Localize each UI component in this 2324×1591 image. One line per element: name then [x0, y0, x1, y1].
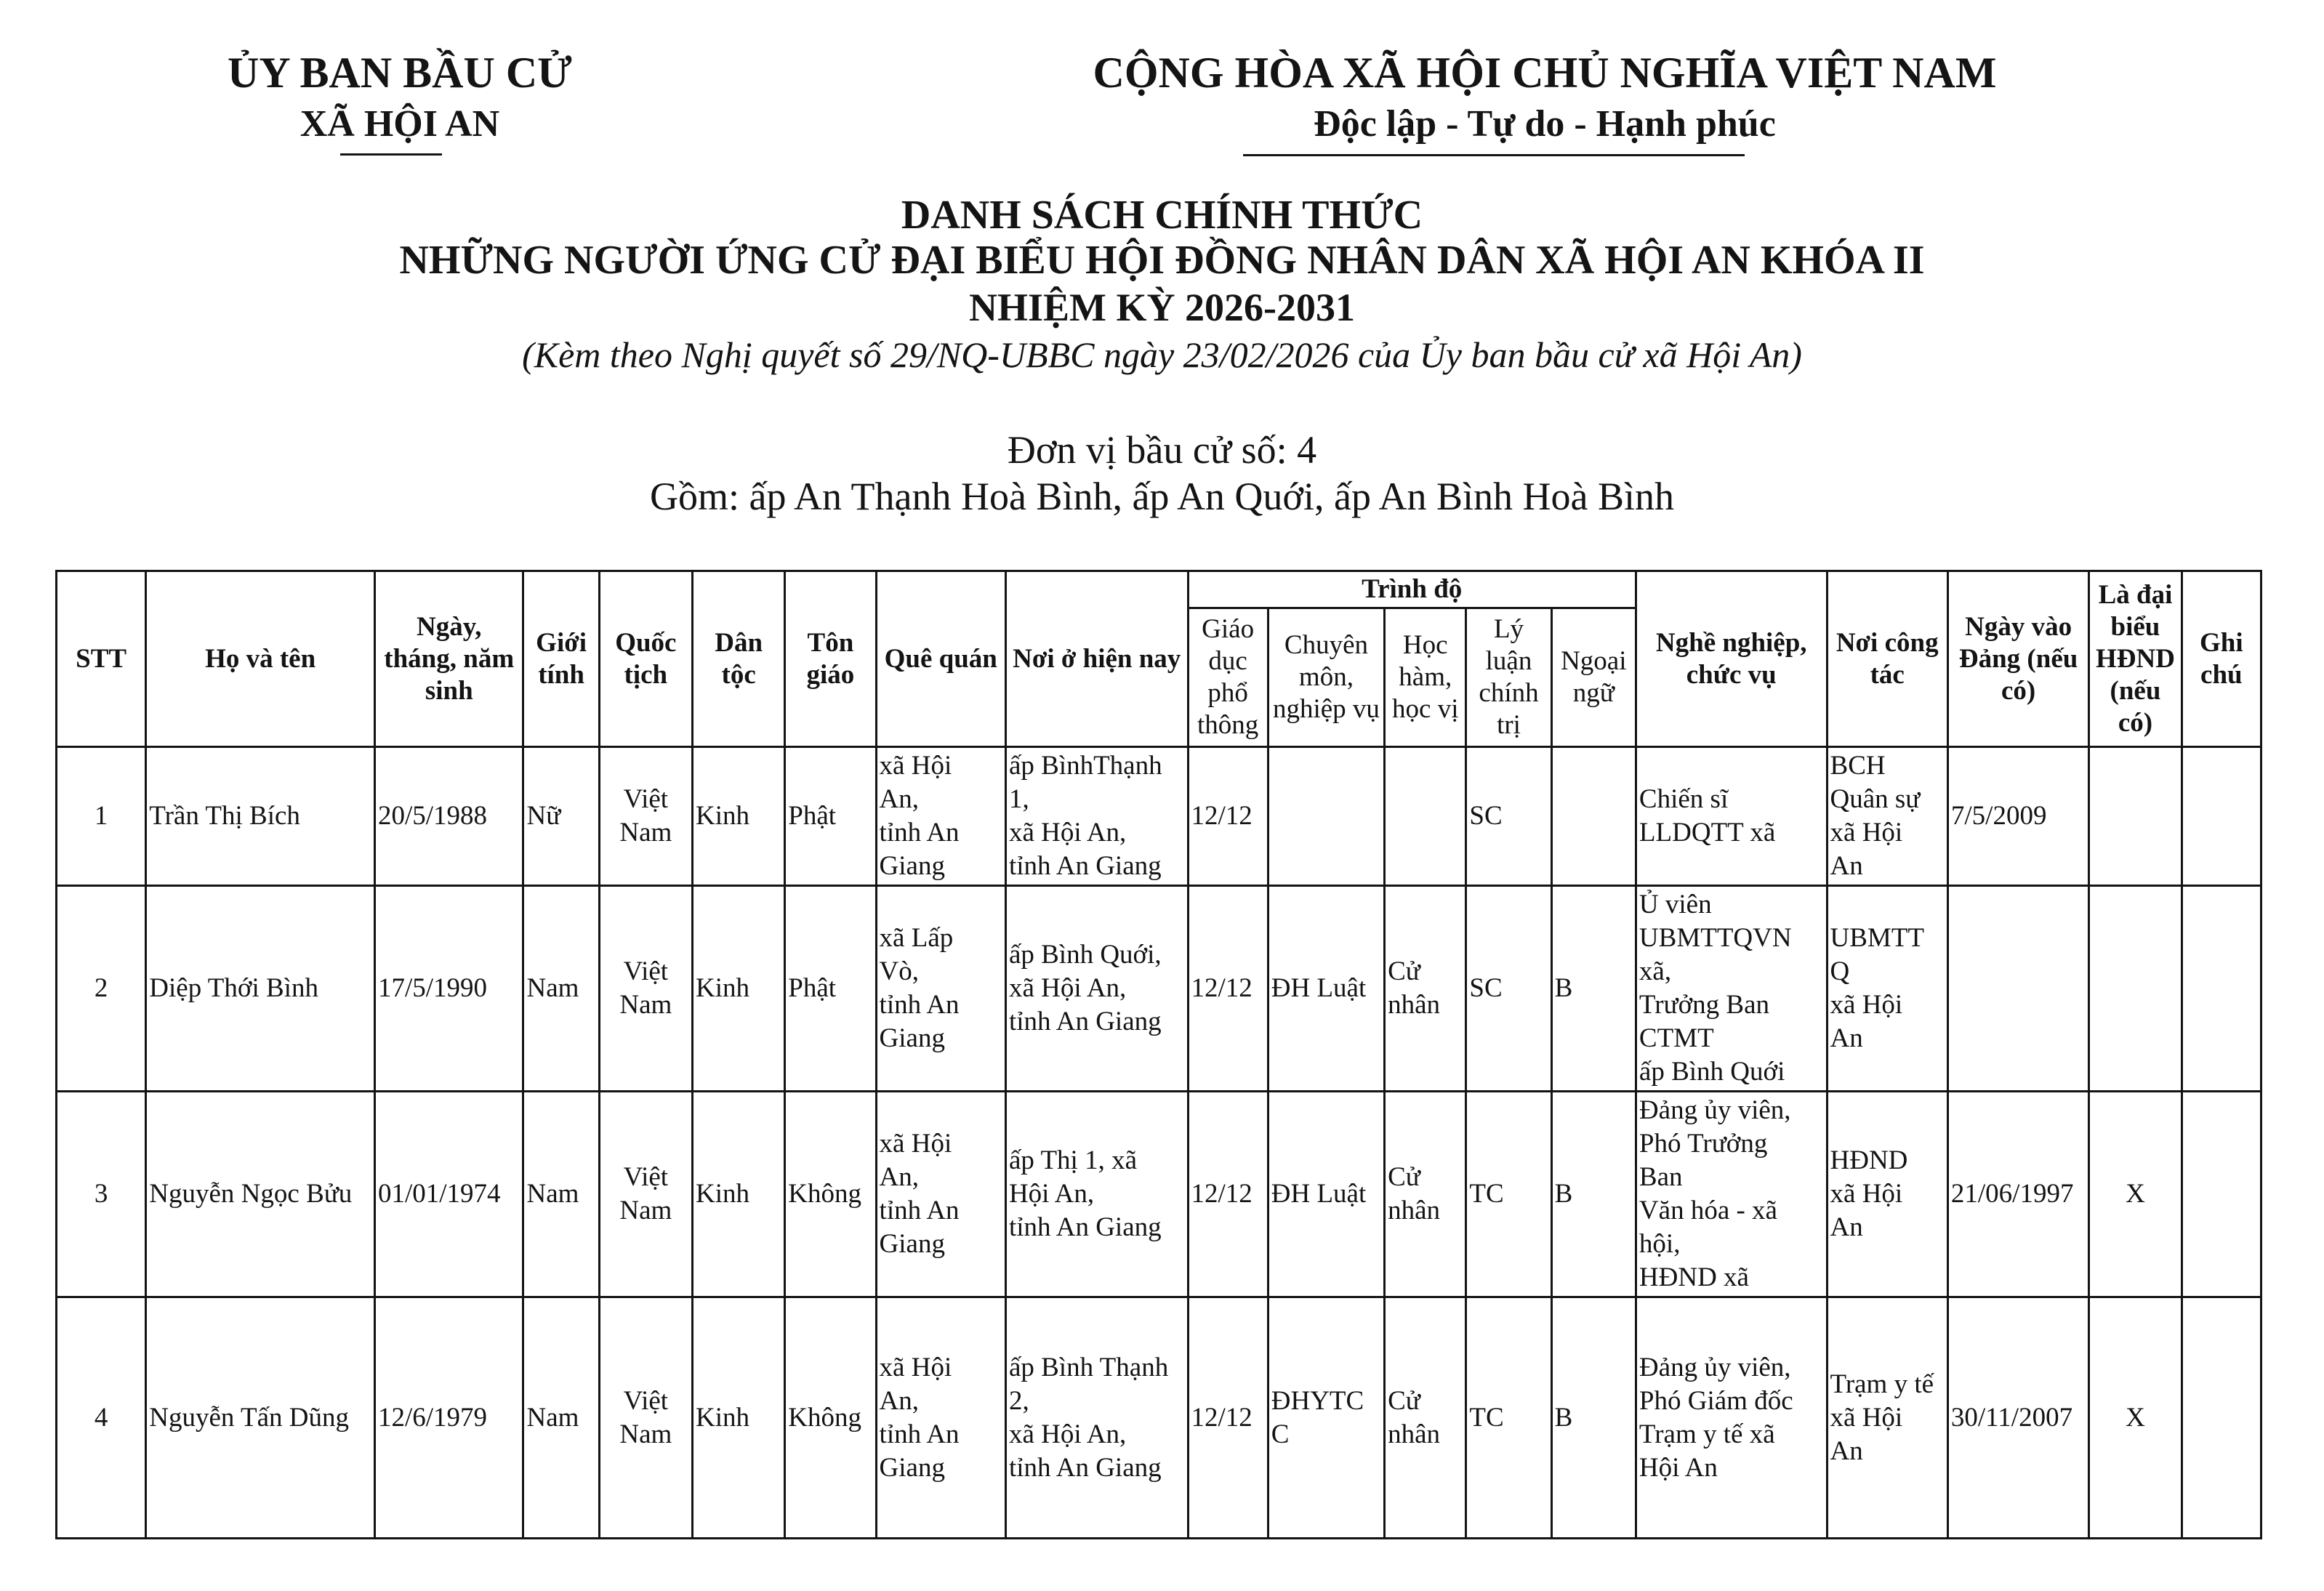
cell-nationality: Việt Nam [599, 1297, 692, 1539]
cell-residence: ấp BìnhThạnh 1, xã Hội An, tỉnh An Giang [1005, 747, 1188, 886]
national-heading [1018, 47, 2072, 150]
cell-occupation: Chiến sĩ LLDQTT xã [1636, 747, 1827, 886]
electoral-unit: Đơn vị bầu cử số: 4 [1007, 428, 1317, 472]
cell-specialty: ĐHYTC C [1268, 1297, 1384, 1539]
national-name: CỘNG HÒA XÃ HỘI CHỦ NGHĨA VIỆT NAM [1093, 49, 1997, 97]
cell-stt: 3 [57, 1092, 146, 1297]
cell-occupation: Ủ viên UBMTTQVN xã, Trưởng Ban CTMT ấp Bình Quới [1636, 886, 1827, 1092]
cell-religion: Phật [785, 886, 876, 1092]
cell-general-edu: 12/12 [1188, 1297, 1268, 1539]
col-residence: Nơi ở hiện nay [1005, 571, 1188, 747]
col-general-edu: Giáo dục phổ thông [1188, 608, 1268, 747]
cell-workplace: BCH Quân sự xã Hội An [1827, 747, 1947, 886]
cell-workplace: HĐND xã Hội An [1827, 1092, 1947, 1297]
cell-name: Nguyễn Ngọc Bửu [146, 1092, 375, 1297]
col-ethnicity: Dân tộc [692, 571, 784, 747]
cell-party-date: 7/5/2009 [1947, 747, 2088, 886]
cell-name: Trần Thị Bích [146, 747, 375, 886]
cell-dob: 01/01/1974 [375, 1092, 523, 1297]
cell-is-delegate [2089, 886, 2182, 1092]
issuer-block [174, 47, 625, 150]
cell-gender: Nam [523, 886, 599, 1092]
cell-name: Nguyễn Tấn Dũng [146, 1297, 375, 1539]
cell-gender: Nam [523, 1092, 599, 1297]
motto-underline [1243, 154, 1745, 156]
cell-degree: Cử nhân [1385, 1092, 1466, 1297]
col-note: Ghi chú [2182, 571, 2261, 747]
cell-degree: Cử nhân [1385, 886, 1466, 1092]
cell-occupation: Đảng ủy viên, Phó Trưởng Ban Văn hóa - xã hội, HĐND xã [1636, 1092, 1827, 1297]
cell-note [2182, 1297, 2261, 1539]
col-gender: Giới tính [523, 571, 599, 747]
cell-hometown: xã Hội An, tỉnh An Giang [876, 1297, 1005, 1539]
cell-religion: Không [785, 1297, 876, 1539]
cell-gender: Nam [523, 1297, 599, 1539]
col-occupation: Nghề nghiệp, chức vụ [1636, 571, 1827, 747]
document-reference: (Kèm theo Nghị quyết số 29/NQ-UBBC ngày 23/02/2026 của Ủy ban bầu cử xã Hội An) [522, 334, 1802, 375]
col-hometown: Quê quán [876, 571, 1005, 747]
col-name: Họ và tên [146, 571, 375, 747]
cell-language: B [1551, 886, 1636, 1092]
col-party-date: Ngày vào Đảng (nếu có) [1947, 571, 2088, 747]
col-education-group: Trình độ [1188, 571, 1636, 608]
cell-is-delegate: X [2089, 1092, 2182, 1297]
cell-nationality: Việt Nam [599, 747, 692, 886]
cell-political: SC [1466, 886, 1551, 1092]
col-is-delegate: Là đại biểu HĐND (nếu có) [2089, 571, 2182, 747]
cell-name: Diệp Thới Bình [146, 886, 375, 1092]
document-title: DANH SÁCH CHÍNH THỨC [901, 193, 1423, 238]
cell-political: SC [1466, 747, 1551, 886]
cell-stt: 2 [57, 886, 146, 1092]
cell-residence: ấp Bình Thạnh 2, xã Hội An, tỉnh An Giang [1005, 1297, 1188, 1539]
cell-stt: 4 [57, 1297, 146, 1539]
issuer-underline [340, 153, 442, 156]
cell-workplace: Trạm y tế xã Hội An [1827, 1297, 1947, 1539]
cell-language: B [1551, 1297, 1636, 1539]
table-row [57, 1092, 2261, 1297]
col-language: Ngoại ngữ [1551, 608, 1636, 747]
cell-occupation: Đảng ủy viên, Phó Giám đốc Trạm y tế xã Hội An [1636, 1297, 1827, 1539]
cell-language [1551, 747, 1636, 886]
cell-religion: Phật [785, 747, 876, 886]
cell-degree [1385, 747, 1466, 886]
cell-dob: 20/5/1988 [375, 747, 523, 886]
cell-nationality: Việt Nam [599, 886, 692, 1092]
col-stt: STT [57, 571, 146, 747]
issuer-name: ỦY BAN BẦU CỬ [228, 49, 572, 97]
cell-hometown: xã Hội An, tỉnh An Giang [876, 747, 1005, 886]
col-nationality: Quốc tịch [599, 571, 692, 747]
table-row [57, 747, 2261, 886]
cell-workplace: UBMTT Q xã Hội An [1827, 886, 1947, 1092]
cell-party-date: 30/11/2007 [1947, 1297, 2088, 1539]
cell-political: TC [1466, 1297, 1551, 1539]
cell-hometown: xã Hội An, tỉnh An Giang [876, 1092, 1005, 1297]
document-subtitle: NHỮNG NGƯỜI ỨNG CỬ ĐẠI BIỂU HỘI ĐỒNG NHÂN DÂN XÃ HỘI AN KHÓA II [399, 238, 1925, 283]
cell-general-edu: 12/12 [1188, 1092, 1268, 1297]
cell-dob: 12/6/1979 [375, 1297, 523, 1539]
cell-ethnicity: Kinh [692, 747, 784, 886]
national-motto: Độc lập - Tự do - Hạnh phúc [1314, 103, 1776, 145]
cell-hometown: xã Lấp Vò, tỉnh An Giang [876, 886, 1005, 1092]
cell-language: B [1551, 1092, 1636, 1297]
col-dob: Ngày, tháng, năm sinh [375, 571, 523, 747]
table-row [57, 1297, 2261, 1539]
cell-dob: 17/5/1990 [375, 886, 523, 1092]
cell-general-edu: 12/12 [1188, 747, 1268, 886]
document-term: NHIỆM KỲ 2026-2031 [969, 286, 1355, 329]
col-religion: Tôn giáo [785, 571, 876, 747]
cell-political: TC [1466, 1092, 1551, 1297]
cell-party-date: 21/06/1997 [1947, 1092, 2088, 1297]
cell-specialty [1268, 747, 1384, 886]
col-political: Lý luận chính trị [1466, 608, 1551, 747]
col-workplace: Nơi công tác [1827, 571, 1947, 747]
cell-note [2182, 1092, 2261, 1297]
cell-nationality: Việt Nam [599, 1092, 692, 1297]
col-specialty: Chuyên môn, nghiệp vụ [1268, 608, 1384, 747]
table-header-row [57, 571, 2261, 608]
cell-stt: 1 [57, 747, 146, 886]
cell-ethnicity: Kinh [692, 1092, 784, 1297]
cell-note [2182, 886, 2261, 1092]
cell-is-delegate [2089, 747, 2182, 886]
cell-gender: Nữ [523, 747, 599, 886]
cell-degree: Cử nhân [1385, 1297, 1466, 1539]
table-row [57, 886, 2261, 1092]
cell-specialty: ĐH Luật [1268, 1092, 1384, 1297]
cell-party-date [1947, 886, 2088, 1092]
cell-ethnicity: Kinh [692, 1297, 784, 1539]
electoral-unit-areas: Gồm: ấp An Thạnh Hoà Bình, ấp An Quới, ấp An Bình Hoà Bình [650, 475, 1674, 518]
candidate-table [55, 570, 2262, 1539]
cell-specialty: ĐH Luật [1268, 886, 1384, 1092]
cell-residence: ấp Thị 1, xã Hội An, tỉnh An Giang [1005, 1092, 1188, 1297]
issuer-commune: XÃ HỘI AN [299, 103, 500, 145]
cell-note [2182, 747, 2261, 886]
cell-religion: Không [785, 1092, 876, 1297]
cell-ethnicity: Kinh [692, 886, 784, 1092]
cell-general-edu: 12/12 [1188, 886, 1268, 1092]
cell-residence: ấp Bình Quới, xã Hội An, tỉnh An Giang [1005, 886, 1188, 1092]
cell-is-delegate: X [2089, 1297, 2182, 1539]
col-degree: Học hàm, học vị [1385, 608, 1466, 747]
